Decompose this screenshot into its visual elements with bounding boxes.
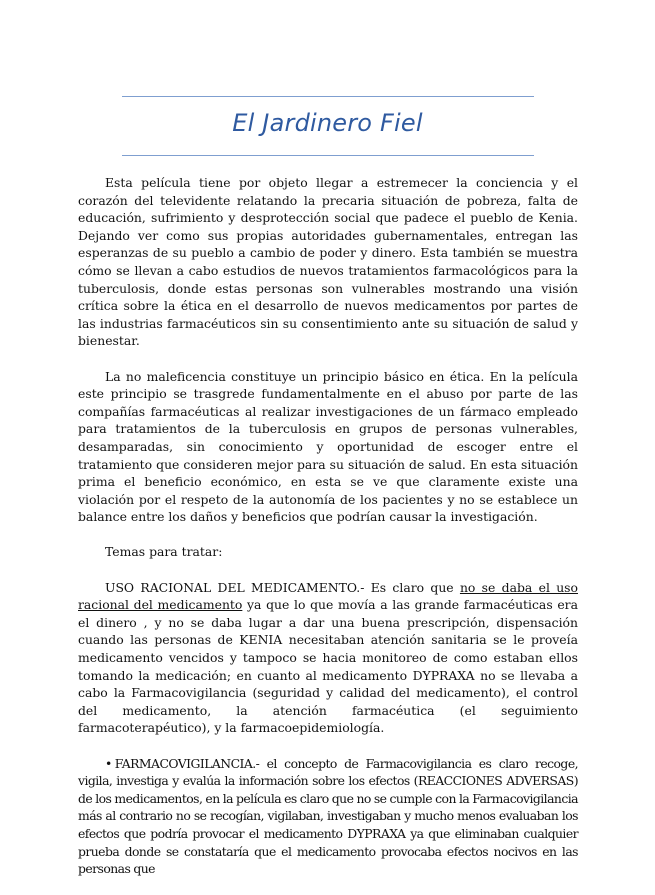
- document-body: [78, 174, 578, 895]
- uso-racional-lead: USO RACIONAL DEL MEDICAMENTO.- Es claro que: [105, 579, 460, 595]
- paragraph-farmacovigilancia: [78, 755, 578, 878]
- uso-racional-underlined: no se daba el uso racional del medicamento: [78, 579, 578, 613]
- farmacovigilancia-text: FARMACOVIGILANCIA.- el concepto de Farmacovigilancia es claro recoge, vigila, investiga y evalúa la información sobre los efectos (REACCIONES ADVERSAS) de los medicamentos, en la película es claro que no se cumple con la Farmacovigilancia más al contrario no se recogían, vigilaban, investigaban y mucho menos evaluaban los efectos que podría provocar el medicamento DYPRAXA ya que eliminaban cualquier prueba donde se constataría que el medicamento provocaba efectos nocivos en las personas que: [78, 755, 578, 877]
- paragraph-intro: Esta película tiene por objeto llegar a estremecer la conciencia y el corazón del televidente relatando la precaria situación de pobreza, falta de educación, sufrimiento y desprotección social que padece el pueblo de Kenia. Dejando ver como sus propias autoridades gubernamentales, entregan las esperanzas de su pueblo a cambio de poder y dinero. Esta también se muestra cómo se llevan a cabo estudios de nuevos tratamientos farmacológicos para la tuberculosis, donde estas personas son vulnerables mostrando una visión crítica sobre la ética en el desarrollo de nuevos medicamentos por partes de las industrias farmacéuticos sin su consentimiento ante su situación de salud y bienestar.: [78, 175, 578, 349]
- title-top-rule: [122, 96, 534, 97]
- document-title: El Jardinero Fiel: [232, 109, 423, 137]
- uso-racional-rest: ya que lo que movía a las grande farmacéuticas era el dinero , y no se daba lugar a dar una buena prescripción, dispensación cuando las personas de KENIA necesitaban atención sanitaria se le proveía medicamento vencidos y tampoco se hacia monitoreo de como estaban ellos tomando la medicación; en cuanto al medicamento DYPRAXA no se llevaba a cabo la Farmacovigilancia (seguridad y calidad del medicamento), el control del medicamento, la atención farmacéutica (el seguimiento farmacoterapéutico), y la farmacoepidemiología.: [78, 597, 578, 736]
- bullet-icon: •: [105, 755, 112, 771]
- paragraph-temas: Temas para tratar:: [105, 544, 223, 560]
- paragraph-no-maleficencia: La no maleficencia constituye un principio básico en ética. En la película este principio se trasgrede fundamentalmente en el abuso por parte de las compañías farmacéuticas al realizar investigaciones de un fármaco empleado para tratamientos de la tuberculosis en grupos de personas vulnerables, desamparadas, sin conocimiento y oportunidad de escoger entre el tratamiento que consideren mejor para su situación de salud. En esta situación prima el beneficio económico, en esta se ve que claramente existe una violación por el respeto de la autonomía de los pacientes y no se establece un balance entre los daños y beneficios que podrían causar la investigación.: [78, 368, 578, 525]
- title-bottom-rule: [122, 155, 534, 156]
- paragraph-uso-racional: [78, 579, 578, 737]
